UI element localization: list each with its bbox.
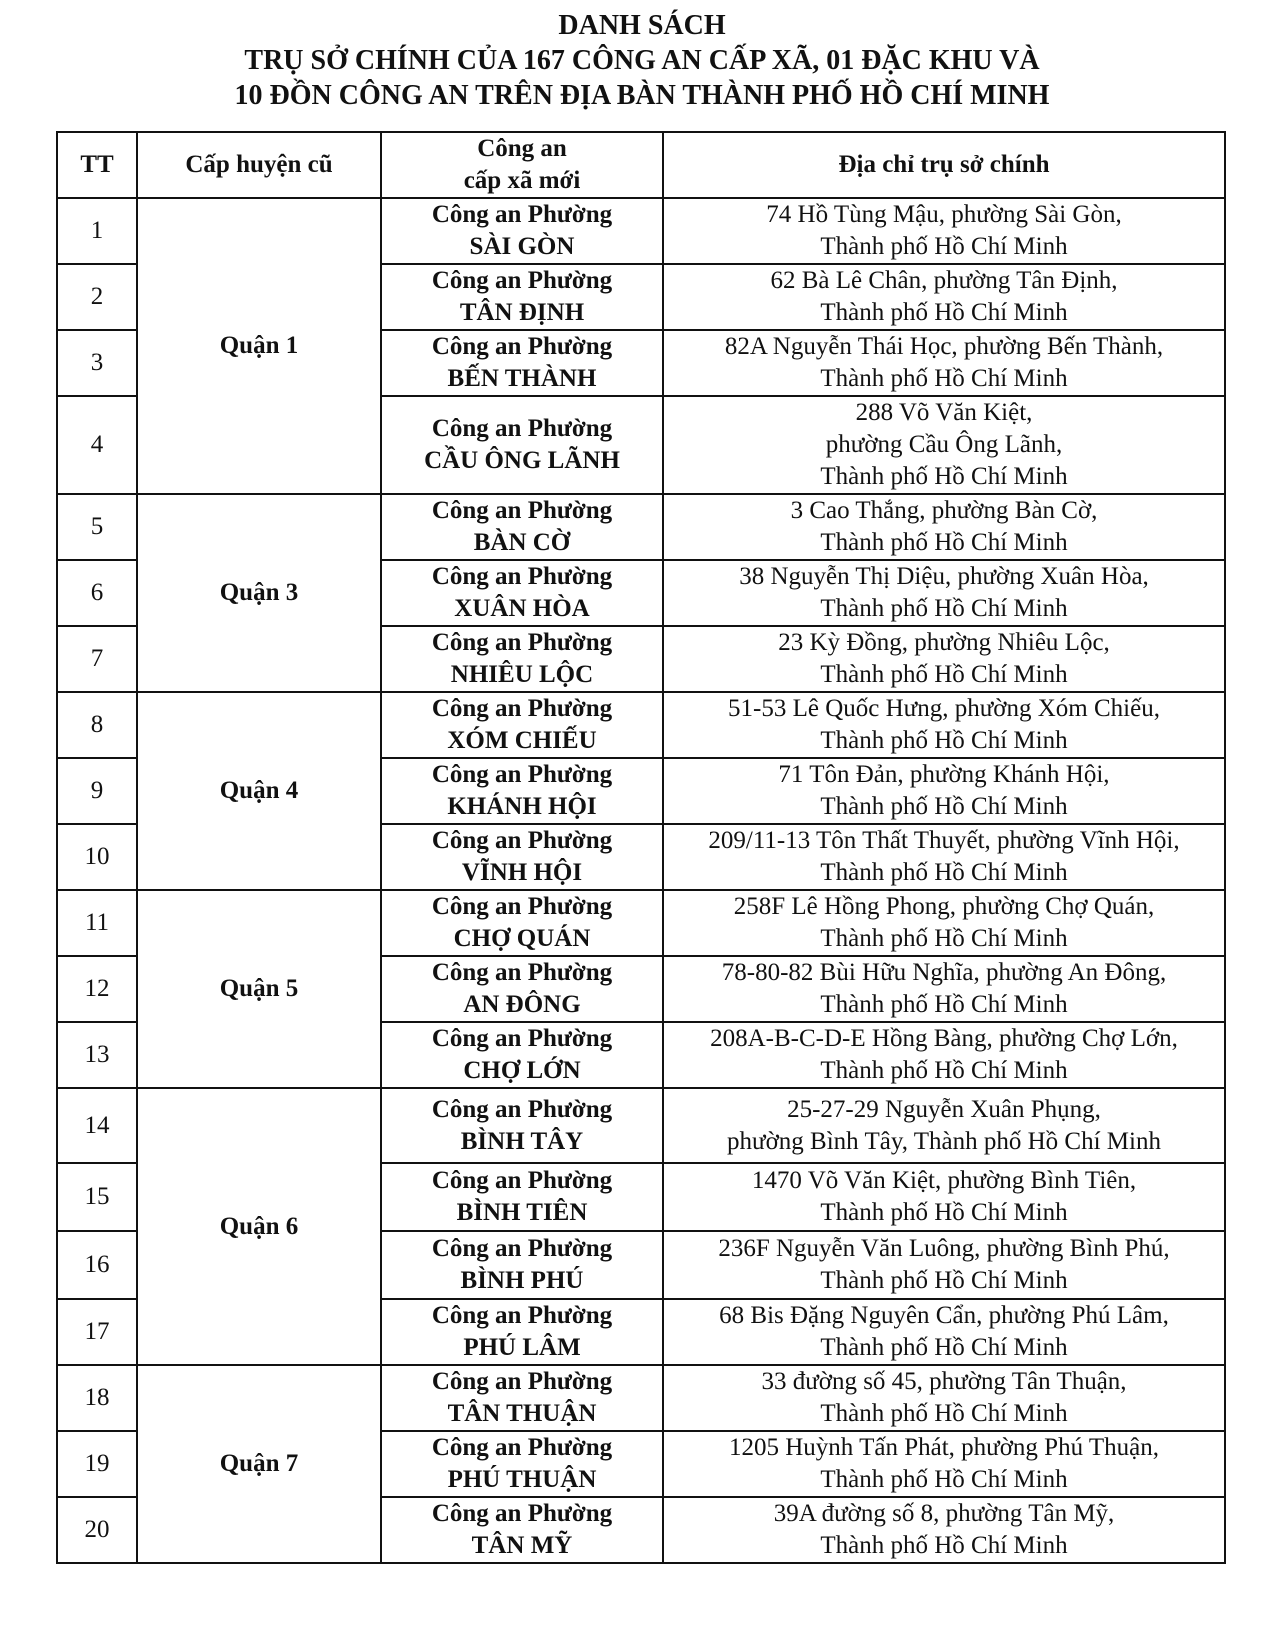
address-cell <box>663 1088 1225 1163</box>
ward-line: Công an Phường <box>431 563 613 590</box>
police-station-table <box>56 131 1226 1564</box>
ward-police-cell <box>381 560 663 626</box>
row-number: 3 <box>57 330 137 396</box>
ward-line: Công an Phường <box>431 695 613 722</box>
ward-line: Công an Phường <box>431 1167 613 1194</box>
address-line: Thành phố Hồ Chí Minh <box>820 661 1068 688</box>
ward-line: AN ĐÔNG <box>463 991 581 1018</box>
table-row <box>57 692 1225 758</box>
table-row <box>57 198 1225 264</box>
ward-line: CHỢ LỚN <box>463 1057 581 1084</box>
address-line: Thành phố Hồ Chí Minh <box>820 1334 1068 1361</box>
address-line: 71 Tôn Đản, phường Khánh Hội, <box>778 761 1110 788</box>
ward-line: Công an Phường <box>431 1095 613 1123</box>
ward-line: Công an Phường <box>431 1302 613 1329</box>
address-cell <box>663 1022 1225 1088</box>
address-line: 38 Nguyễn Thị Diệu, phường Xuân Hòa, <box>739 563 1149 590</box>
ward-line: Công an Phường <box>431 629 613 656</box>
address-line: 82A Nguyễn Thái Học, phường Bến Thành, <box>724 333 1164 360</box>
ward-line: Công an Phường <box>431 1500 613 1527</box>
row-number: 4 <box>57 396 137 494</box>
address-line: 23 Kỳ Đồng, phường Nhiêu Lộc, <box>778 629 1110 656</box>
district-cell: Quận 1 <box>137 198 381 494</box>
row-number: 10 <box>57 824 137 890</box>
address-cell <box>663 824 1225 890</box>
document-title <box>0 8 1284 113</box>
address-line: Thành phố Hồ Chí Minh <box>820 925 1068 952</box>
ward-line: Công an Phường <box>431 201 613 228</box>
address-line: 258F Lê Hồng Phong, phường Chợ Quán, <box>733 893 1155 920</box>
ward-line: Công an Phường <box>431 267 613 294</box>
table-header-row <box>57 132 1225 198</box>
ward-police-cell <box>381 1299 663 1365</box>
row-number: 12 <box>57 956 137 1022</box>
ward-line: Công an Phường <box>431 1434 613 1461</box>
table-row <box>57 1365 1225 1431</box>
ward-line: Công an Phường <box>431 893 613 920</box>
address-line: Thành phố Hồ Chí Minh <box>820 727 1068 754</box>
address-cell <box>663 626 1225 692</box>
ward-line: CHỢ QUÁN <box>453 925 591 952</box>
table-row <box>57 494 1225 560</box>
district-cell: Quận 5 <box>137 890 381 1088</box>
ward-line: KHÁNH HỘI <box>447 793 597 820</box>
ward-line: TÂN MỸ <box>471 1532 573 1559</box>
ward-police-cell <box>381 1497 663 1563</box>
ward-line: Công an Phường <box>431 333 613 360</box>
address-line: Thành phố Hồ Chí Minh <box>820 1267 1068 1294</box>
address-line: 209/11-13 Tôn Thất Thuyết, phường Vĩnh Hội, <box>708 827 1180 854</box>
address-cell <box>663 1299 1225 1365</box>
address-line: Thành phố Hồ Chí Minh <box>820 991 1068 1018</box>
address-cell <box>663 396 1225 494</box>
ward-police-cell <box>381 692 663 758</box>
table-body <box>57 198 1225 1563</box>
address-line: 33 đường số 45, phường Tân Thuận, <box>761 1368 1127 1395</box>
ward-police-cell <box>381 198 663 264</box>
ward-police-cell <box>381 626 663 692</box>
address-line: Thành phố Hồ Chí Minh <box>820 1466 1068 1493</box>
address-line: Thành phố Hồ Chí Minh <box>820 859 1068 886</box>
ward-line: XÓM CHIẾU <box>447 727 597 754</box>
address-cell <box>663 198 1225 264</box>
address-cell <box>663 494 1225 560</box>
row-number: 9 <box>57 758 137 824</box>
address-line: 208A-B-C-D-E Hồng Bàng, phường Chợ Lớn, <box>710 1025 1178 1052</box>
ward-line: BÌNH TIÊN <box>456 1199 588 1226</box>
ward-police-cell <box>381 330 663 396</box>
row-number: 2 <box>57 264 137 330</box>
address-line: 74 Hồ Tùng Mậu, phường Sài Gòn, <box>766 201 1122 228</box>
ward-line: Công an Phường <box>431 415 613 442</box>
row-number: 14 <box>57 1088 137 1163</box>
row-number: 18 <box>57 1365 137 1431</box>
header-district: Cấp huyện cũ <box>137 132 381 198</box>
title-line-3: 10 ĐỒN CÔNG AN TRÊN ĐỊA BÀN THÀNH PHỐ HỒ CHÍ MINH <box>234 80 1050 111</box>
address-line: 68 Bis Đặng Nguyên Cẩn, phường Phú Lâm, <box>719 1302 1169 1329</box>
ward-line: BÌNH PHÚ <box>460 1267 584 1294</box>
district-cell: Quận 6 <box>137 1088 381 1365</box>
address-cell <box>663 692 1225 758</box>
ward-line: Công an Phường <box>431 959 613 986</box>
header-address: Địa chỉ trụ sở chính <box>663 132 1225 198</box>
address-line: 51-53 Lê Quốc Hưng, phường Xóm Chiếu, <box>728 695 1160 722</box>
address-line: Thành phố Hồ Chí Minh <box>820 793 1068 820</box>
row-number: 19 <box>57 1431 137 1497</box>
row-number: 5 <box>57 494 137 560</box>
ward-line: TÂN THUẬN <box>447 1400 597 1427</box>
address-line: 288 Võ Văn Kiệt, <box>855 399 1033 426</box>
ward-line: PHÚ THUẬN <box>447 1466 597 1493</box>
address-cell <box>663 560 1225 626</box>
ward-police-cell <box>381 1022 663 1088</box>
ward-line: Công an Phường <box>431 1235 613 1262</box>
ward-line: TÂN ĐỊNH <box>459 299 585 326</box>
ward-line: BẾN THÀNH <box>447 365 597 392</box>
row-number: 17 <box>57 1299 137 1365</box>
address-cell <box>663 1365 1225 1431</box>
row-number: 20 <box>57 1497 137 1563</box>
address-cell <box>663 758 1225 824</box>
address-line: Thành phố Hồ Chí Minh <box>820 299 1068 326</box>
ward-line: PHÚ LÂM <box>463 1334 581 1361</box>
ward-police-cell <box>381 758 663 824</box>
ward-line: CẦU ÔNG LÃNH <box>424 447 620 474</box>
district-cell: Quận 3 <box>137 494 381 692</box>
ward-line: BÀN CỜ <box>473 529 571 556</box>
row-number: 7 <box>57 626 137 692</box>
address-line: Thành phố Hồ Chí Minh <box>820 463 1068 490</box>
row-number: 6 <box>57 560 137 626</box>
ward-line: XUÂN HÒA <box>454 595 590 622</box>
address-cell <box>663 1431 1225 1497</box>
header-ward <box>381 132 663 198</box>
district-cell: Quận 7 <box>137 1365 381 1563</box>
ward-line: SÀI GÒN <box>469 233 575 260</box>
address-line: 3 Cao Thắng, phường Bàn Cờ, <box>790 497 1098 524</box>
address-cell <box>663 1497 1225 1563</box>
ward-line: BÌNH TÂY <box>460 1127 584 1155</box>
address-cell <box>663 330 1225 396</box>
title-line-1: DANH SÁCH <box>558 10 726 41</box>
address-cell <box>663 1163 1225 1231</box>
ward-police-cell <box>381 1163 663 1231</box>
address-line: 39A đường số 8, phường Tân Mỹ, <box>773 1500 1115 1527</box>
ward-police-cell <box>381 396 663 494</box>
address-line: 1470 Võ Văn Kiệt, phường Bình Tiên, <box>751 1167 1137 1194</box>
row-number: 1 <box>57 198 137 264</box>
header-tt: TT <box>57 132 137 198</box>
address-line: 1205 Huỳnh Tấn Phát, phường Phú Thuận, <box>728 1434 1159 1461</box>
ward-police-cell <box>381 264 663 330</box>
table-row <box>57 890 1225 956</box>
ward-line: Công an Phường <box>431 1025 613 1052</box>
ward-line: VĨNH HỘI <box>461 859 583 886</box>
address-cell <box>663 956 1225 1022</box>
address-line: 62 Bà Lê Chân, phường Tân Định, <box>770 267 1118 294</box>
district-cell: Quận 4 <box>137 692 381 890</box>
address-line: Thành phố Hồ Chí Minh <box>820 233 1068 260</box>
row-number: 15 <box>57 1163 137 1231</box>
address-line: phường Cầu Ông Lãnh, <box>825 431 1063 458</box>
ward-line: NHIÊU LỘC <box>450 661 594 688</box>
address-line: Thành phố Hồ Chí Minh <box>820 529 1068 556</box>
ward-police-cell <box>381 890 663 956</box>
address-line: 25-27-29 Nguyễn Xuân Phụng, <box>787 1095 1101 1123</box>
ward-line: Công an Phường <box>431 497 613 524</box>
address-line: 78-80-82 Bùi Hữu Nghĩa, phường An Đông, <box>721 959 1167 986</box>
address-line: Thành phố Hồ Chí Minh <box>820 365 1068 392</box>
address-line: Thành phố Hồ Chí Minh <box>820 1400 1068 1427</box>
header-ward-line-1: Công an <box>477 135 567 162</box>
address-line: Thành phố Hồ Chí Minh <box>820 595 1068 622</box>
ward-police-cell <box>381 1431 663 1497</box>
address-line: Thành phố Hồ Chí Minh <box>820 1199 1068 1226</box>
ward-police-cell <box>381 1231 663 1299</box>
address-line: 236F Nguyễn Văn Luông, phường Bình Phú, <box>718 1235 1170 1262</box>
table-row <box>57 1088 1225 1163</box>
row-number: 8 <box>57 692 137 758</box>
ward-police-cell <box>381 824 663 890</box>
ward-police-cell <box>381 956 663 1022</box>
ward-police-cell <box>381 1365 663 1431</box>
address-cell <box>663 890 1225 956</box>
address-cell <box>663 264 1225 330</box>
ward-line: Công an Phường <box>431 1368 613 1395</box>
ward-line: Công an Phường <box>431 761 613 788</box>
ward-line: Công an Phường <box>431 827 613 854</box>
title-line-2: TRỤ SỞ CHÍNH CỦA 167 CÔNG AN CẤP XÃ, 01 ĐẶC KHU VÀ <box>244 45 1040 76</box>
row-number: 16 <box>57 1231 137 1299</box>
ward-police-cell <box>381 1088 663 1163</box>
address-line: Thành phố Hồ Chí Minh <box>820 1057 1068 1084</box>
header-ward-line-2: cấp xã mới <box>463 167 581 194</box>
row-number: 11 <box>57 890 137 956</box>
ward-police-cell <box>381 494 663 560</box>
row-number: 13 <box>57 1022 137 1088</box>
address-cell <box>663 1231 1225 1299</box>
address-line: phường Bình Tây, Thành phố Hồ Chí Minh <box>727 1127 1161 1155</box>
address-line: Thành phố Hồ Chí Minh <box>820 1532 1068 1559</box>
